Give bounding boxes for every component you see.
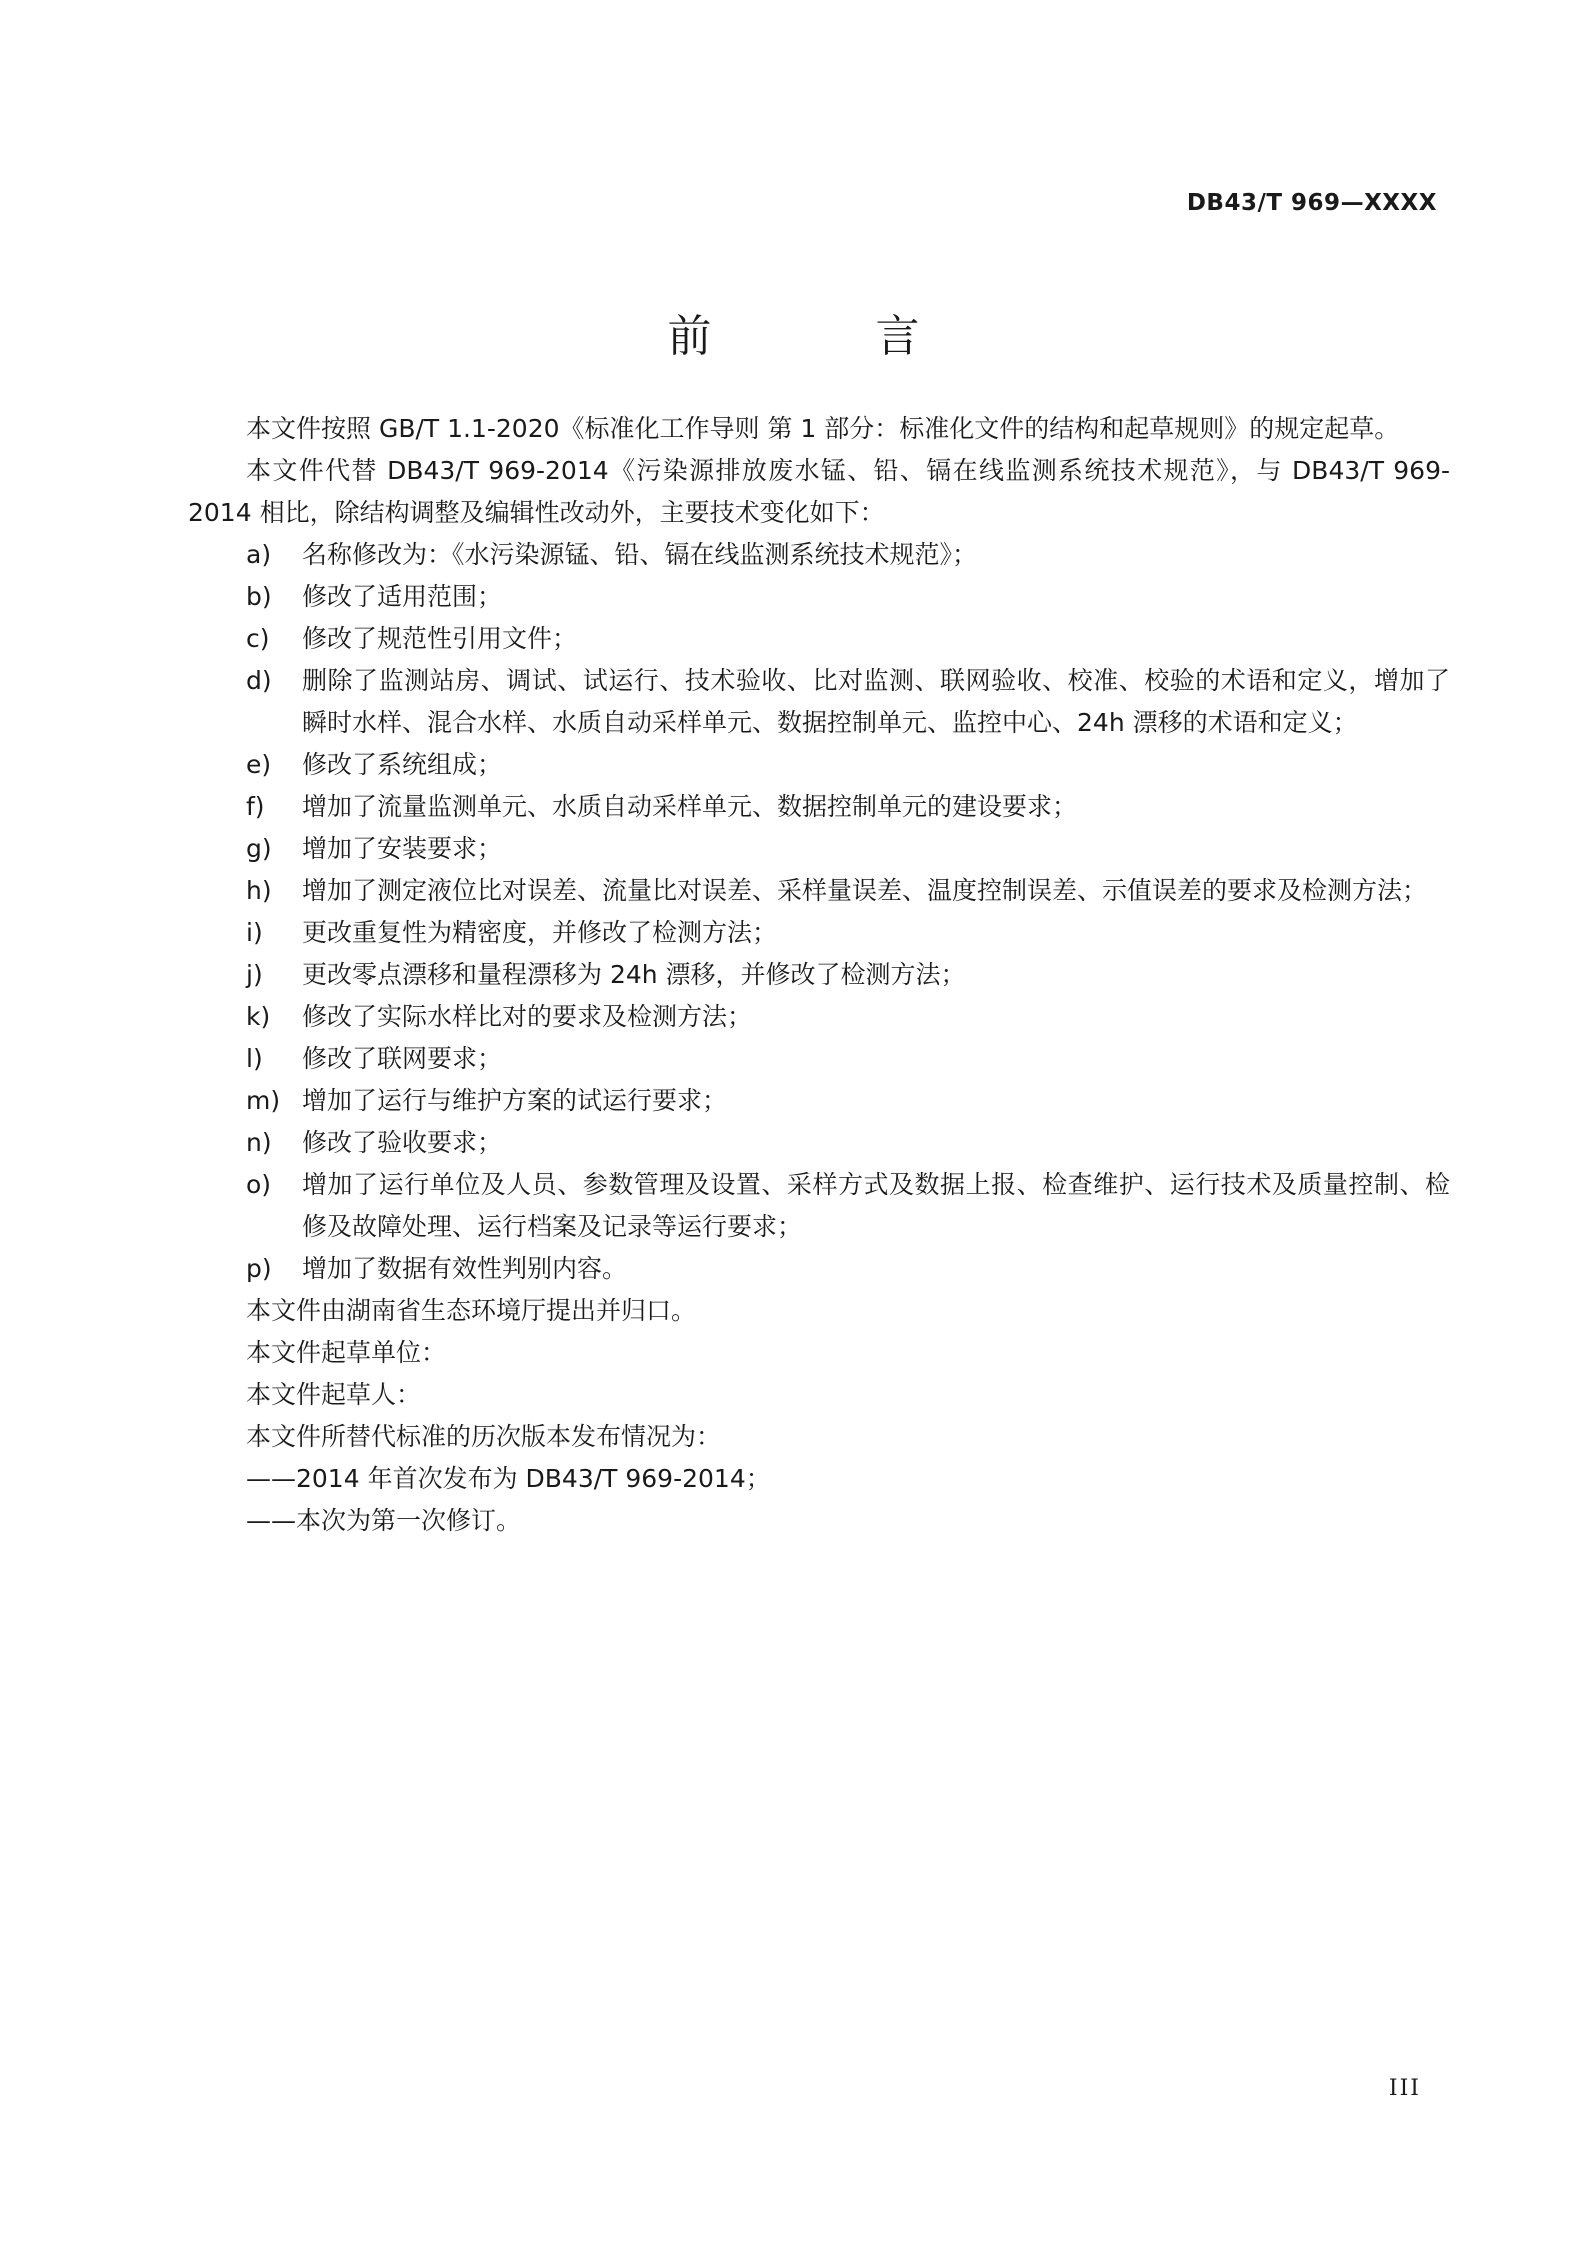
list-item-marker: f) — [246, 792, 265, 821]
list-item — [188, 954, 1450, 996]
page-title: 前 言 — [667, 311, 980, 362]
list-item-marker: i) — [246, 918, 263, 947]
paragraph-drafting-basis: 本文件按照 GB/T 1.1-2020《标准化工作导则 第 1 部分：标准化文件的结构和起草规则》的规定起草。 — [246, 414, 1400, 443]
list-item-marker: h) — [246, 876, 272, 905]
paragraph-drafters: 本文件起草人： — [246, 1380, 422, 1409]
list-item-text: 增加了流量监测单元、水质自动采样单元、数据控制单元的建设要求； — [302, 792, 1078, 821]
list-item-text: 修改了联网要求； — [302, 1044, 503, 1073]
list-item-text: 修改了系统组成； — [302, 750, 503, 779]
list-item — [188, 1080, 1450, 1122]
foreword-body — [188, 408, 1450, 1542]
list-item — [188, 786, 1450, 828]
list-item-marker: k) — [246, 1002, 271, 1031]
list-item-text: 修改了规范性引用文件； — [302, 624, 578, 653]
paragraph-history-intro: 本文件所替代标准的历次版本发布情况为： — [246, 1422, 722, 1451]
list-item-text: 更改零点漂移和量程漂移为 24h 漂移，并修改了检测方法； — [302, 960, 966, 989]
list-item — [188, 1248, 1450, 1290]
list-item — [188, 618, 1450, 660]
list-item-marker: a) — [246, 540, 272, 569]
list-item-text: 名称修改为：《水污染源锰、铅、镉在线监测系统技术规范》； — [302, 540, 978, 569]
paragraph-drafting-units: 本文件起草单位： — [246, 1338, 447, 1367]
list-item — [188, 996, 1450, 1038]
list-item-marker: d) — [246, 666, 272, 695]
list-item — [188, 828, 1450, 870]
list-item-marker: g) — [246, 834, 272, 863]
list-item — [188, 912, 1450, 954]
paragraph-proposer: 本文件由湖南省生态环境厅提出并归口。 — [246, 1296, 697, 1325]
list-item-marker: m) — [246, 1086, 281, 1115]
list-item-text: 修改了验收要求； — [302, 1128, 503, 1157]
list-item — [188, 1038, 1450, 1080]
list-item-text: 删除了监测站房、调试、试运行、技术验收、比对监测、联网验收、校准、校验的术语和定义，增加了瞬时水样、混合水样、水质自动采样单元、数据控制单元、监控中心、24h 漂移的术语和定义； — [302, 666, 1450, 737]
list-item-marker: c) — [246, 624, 270, 653]
list-item — [188, 1122, 1450, 1164]
list-item — [188, 744, 1450, 786]
list-item-marker: b) — [246, 582, 272, 611]
list-item-text: 增加了运行单位及人员、参数管理及设置、采样方式及数据上报、检查维护、运行技术及质量控制、检修及故障处理、运行档案及记录等运行要求； — [302, 1170, 1450, 1241]
list-item-marker: e) — [246, 750, 272, 779]
list-item-text: 更改重复性为精密度，并修改了检测方法； — [302, 918, 778, 947]
list-item — [188, 576, 1450, 618]
history-entry: ——本次为第一次修订。 — [246, 1506, 522, 1535]
list-item-marker: p) — [246, 1254, 272, 1283]
document-code: DB43/T 969—XXXX — [1186, 190, 1437, 216]
history-entry: ——2014 年首次发布为 DB43/T 969-2014； — [246, 1464, 771, 1493]
changes-list — [188, 534, 1450, 1290]
list-item-text: 修改了适用范围； — [302, 582, 503, 611]
list-item-marker: j) — [246, 960, 263, 989]
list-item — [188, 870, 1450, 912]
list-item — [188, 1164, 1450, 1248]
list-item-marker: o) — [246, 1170, 272, 1199]
list-item-text: 修改了实际水样比对的要求及检测方法； — [302, 1002, 753, 1031]
list-item-marker: n) — [246, 1128, 272, 1157]
list-item-text: 增加了安装要求； — [302, 834, 503, 863]
list-item-marker: l) — [246, 1044, 263, 1073]
list-item-text: 增加了测定液位比对误差、流量比对误差、采样量误差、温度控制误差、示值误差的要求及检测方法； — [302, 876, 1428, 905]
list-item — [188, 534, 1450, 576]
list-item-text: 增加了运行与维护方案的试运行要求； — [302, 1086, 728, 1115]
list-item — [188, 660, 1450, 744]
list-item-text: 增加了数据有效性判别内容。 — [302, 1254, 628, 1283]
page-number: III — [1388, 2076, 1421, 2101]
paragraph-replacement: 本文件代替 DB43/T 969-2014《污染源排放废水锰、铅、镉在线监测系统技术规范》，与 DB43/T 969-2014 相比，除结构调整及编辑性改动外，主要技术变化如下： — [188, 456, 1450, 527]
